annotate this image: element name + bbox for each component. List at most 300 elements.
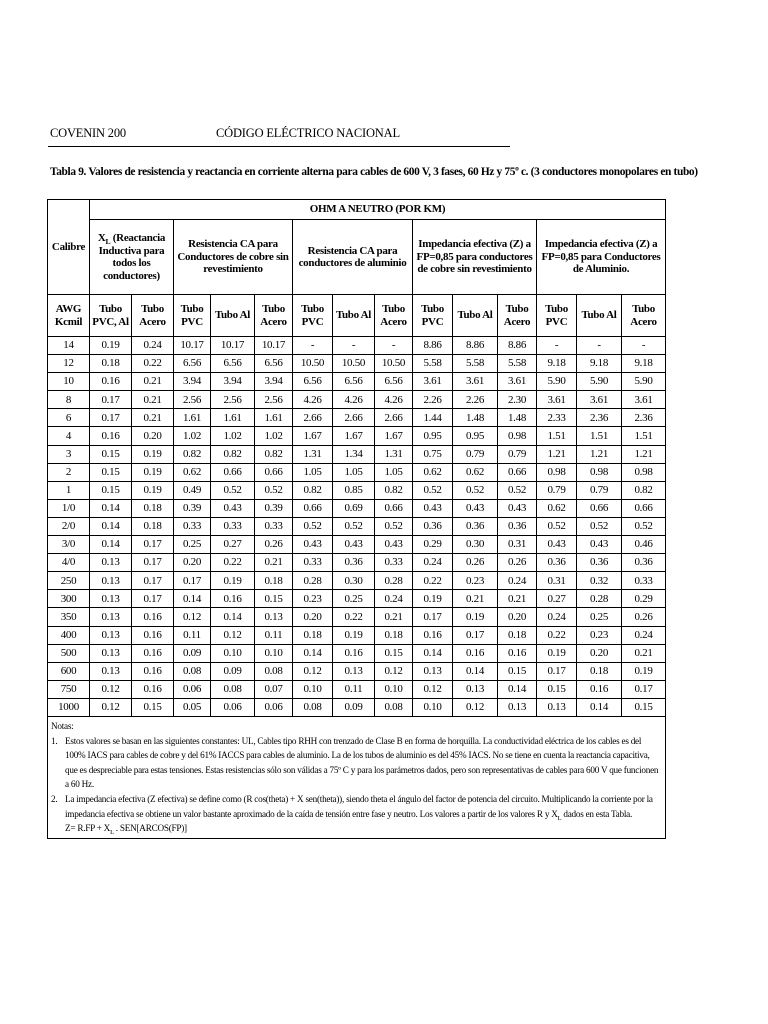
value-cell: 1.34 (333, 445, 375, 463)
value-cell: 0.82 (255, 445, 293, 463)
value-cell: 0.79 (537, 481, 577, 499)
value-cell: 0.43 (453, 499, 498, 517)
value-cell: 0.82 (293, 481, 333, 499)
value-cell: 1.05 (293, 463, 333, 481)
value-cell: 3.61 (498, 373, 537, 391)
table-row (48, 698, 666, 716)
wire-size-cell: 3 (48, 445, 90, 463)
column-subheader: Tubo PVC (174, 295, 211, 337)
value-cell: 0.31 (537, 572, 577, 590)
value-cell: 0.36 (453, 517, 498, 535)
value-cell: 0.15 (537, 680, 577, 698)
value-cell: 0.18 (498, 626, 537, 644)
table-row (48, 608, 666, 626)
value-cell: 0.32 (577, 572, 622, 590)
value-cell: 0.05 (174, 698, 211, 716)
value-cell: 0.19 (211, 572, 255, 590)
column-subheader: Tubo Acero (498, 295, 537, 337)
wire-size-cell: 750 (48, 680, 90, 698)
note-number: 1. (51, 735, 58, 746)
wire-size-cell: 10 (48, 373, 90, 391)
value-cell: 0.25 (174, 536, 211, 554)
value-cell: 0.15 (90, 463, 132, 481)
table-row (48, 373, 666, 391)
value-cell: 0.69 (333, 499, 375, 517)
value-cell: 0.82 (375, 481, 413, 499)
value-cell: 0.14 (453, 662, 498, 680)
value-cell: 0.16 (453, 644, 498, 662)
value-cell: - (622, 337, 666, 355)
value-cell: 0.62 (413, 463, 453, 481)
value-cell: 0.43 (333, 536, 375, 554)
value-cell: 2.33 (537, 409, 577, 427)
value-cell: 0.22 (333, 608, 375, 626)
wire-size-cell: 4/0 (48, 554, 90, 572)
value-cell: 0.52 (453, 481, 498, 499)
value-cell: 1.67 (375, 427, 413, 445)
table-title: Tabla 9. Valores de resistencia y reactancia en corriente alterna para cables de 600 V, 3 fases, 60 Hz y 75º c. (3 conductores monopolares en tubo) (50, 166, 698, 178)
value-cell: 0.12 (174, 608, 211, 626)
value-cell: 3.61 (622, 391, 666, 409)
value-cell: 3.94 (174, 373, 211, 391)
value-cell: 4.26 (375, 391, 413, 409)
value-cell: 0.26 (255, 536, 293, 554)
value-cell: 0.23 (293, 590, 333, 608)
value-cell: 0.66 (255, 463, 293, 481)
value-cell: 0.19 (90, 337, 132, 355)
value-cell: 0.98 (577, 463, 622, 481)
value-cell: 0.08 (375, 698, 413, 716)
value-cell: 0.20 (498, 608, 537, 626)
value-cell: 0.16 (132, 662, 174, 680)
value-cell: 0.62 (174, 463, 211, 481)
notes-section (48, 716, 666, 838)
value-cell: 10.50 (293, 355, 333, 373)
value-cell: 0.20 (293, 608, 333, 626)
value-cell: 5.58 (498, 355, 537, 373)
value-cell: 0.18 (255, 572, 293, 590)
value-cell: 1.02 (174, 427, 211, 445)
wire-size-cell: 3/0 (48, 536, 90, 554)
value-cell: 5.58 (453, 355, 498, 373)
value-cell: 2.30 (498, 391, 537, 409)
value-cell: 1.61 (211, 409, 255, 427)
value-cell: 0.13 (90, 554, 132, 572)
column-subheader: Tubo Acero (255, 295, 293, 337)
value-cell: 0.31 (498, 536, 537, 554)
value-cell: 0.17 (537, 662, 577, 680)
value-cell: 0.17 (132, 590, 174, 608)
value-cell: 0.10 (293, 680, 333, 698)
value-cell: - (375, 337, 413, 355)
table-row (48, 662, 666, 680)
value-cell: 0.23 (453, 572, 498, 590)
reactance-group-header: $X_L$ (Reactancia Inductiva para todos los conductores) (90, 220, 174, 295)
value-cell: - (537, 337, 577, 355)
value-cell: 0.82 (211, 445, 255, 463)
column-subheader: Tubo PVC (537, 295, 577, 337)
value-cell: 0.15 (132, 698, 174, 716)
value-cell: 0.22 (537, 626, 577, 644)
value-cell: 0.12 (293, 662, 333, 680)
value-cell: 5.90 (577, 373, 622, 391)
value-cell: 1.51 (622, 427, 666, 445)
value-cell: 0.21 (453, 590, 498, 608)
value-cell: 0.24 (413, 554, 453, 572)
value-cell: 0.66 (498, 463, 537, 481)
value-cell: 0.21 (255, 554, 293, 572)
value-cell: 0.98 (622, 463, 666, 481)
calibre-header: Calibre (48, 200, 90, 295)
value-cell: 0.33 (622, 572, 666, 590)
resistance-reactance-table (47, 199, 666, 839)
value-cell: 0.13 (333, 662, 375, 680)
aluminum-impedance-group-header: Impedancia efectiva (Z) a FP=0,85 para Conductores de Aluminio. (537, 220, 666, 295)
value-cell: 0.14 (577, 698, 622, 716)
value-cell: 0.16 (90, 373, 132, 391)
value-cell: 10.17 (211, 337, 255, 355)
value-cell: 0.16 (413, 626, 453, 644)
value-cell: 0.08 (211, 680, 255, 698)
value-cell: 0.28 (293, 572, 333, 590)
column-subheader: Tubo Acero (375, 295, 413, 337)
value-cell: 0.62 (537, 499, 577, 517)
value-cell: 10.50 (375, 355, 413, 373)
wire-size-cell: 500 (48, 644, 90, 662)
value-cell: 0.36 (413, 517, 453, 535)
value-cell: 0.12 (90, 698, 132, 716)
wire-size-cell: 6 (48, 409, 90, 427)
value-cell: 1.51 (537, 427, 577, 445)
value-cell: 0.14 (90, 536, 132, 554)
table-row (48, 517, 666, 535)
value-cell: 0.25 (577, 608, 622, 626)
value-cell: 0.17 (90, 409, 132, 427)
table-row (48, 499, 666, 517)
note-2 (51, 792, 662, 821)
value-cell: 0.16 (498, 644, 537, 662)
value-cell: 0.79 (577, 481, 622, 499)
wire-size-cell: 2/0 (48, 517, 90, 535)
copper-impedance-group-header: Impedancia efectiva (Z) a FP=0,85 para conductores de cobre sin revestimiento (413, 220, 537, 295)
value-cell: 0.10 (211, 644, 255, 662)
value-cell: 2.26 (413, 391, 453, 409)
value-cell: 0.09 (333, 698, 375, 716)
value-cell: 0.14 (211, 608, 255, 626)
value-cell: 0.22 (132, 355, 174, 373)
wire-size-cell: 400 (48, 626, 90, 644)
value-cell: 1.48 (498, 409, 537, 427)
value-cell: 0.19 (132, 445, 174, 463)
value-cell: 0.11 (174, 626, 211, 644)
value-cell: 0.66 (211, 463, 255, 481)
column-subheader: Tubo Al (333, 295, 375, 337)
value-cell: 0.52 (537, 517, 577, 535)
value-cell: 0.19 (413, 590, 453, 608)
value-cell: 0.10 (255, 644, 293, 662)
wire-size-cell: 4 (48, 427, 90, 445)
value-cell: 0.30 (453, 536, 498, 554)
value-cell: 2.66 (293, 409, 333, 427)
table-row (48, 355, 666, 373)
value-cell: 0.19 (622, 662, 666, 680)
value-cell: 0.36 (622, 554, 666, 572)
value-cell: 0.52 (333, 517, 375, 535)
value-cell: 2.56 (255, 391, 293, 409)
value-cell: - (577, 337, 622, 355)
wire-size-cell: 1 (48, 481, 90, 499)
value-cell: 0.10 (413, 698, 453, 716)
value-cell: 0.43 (375, 536, 413, 554)
column-subheader: Tubo Acero (132, 295, 174, 337)
value-cell: 0.24 (498, 572, 537, 590)
value-cell: 0.17 (132, 536, 174, 554)
value-cell: 0.19 (132, 481, 174, 499)
value-cell: 6.56 (333, 373, 375, 391)
value-cell: 2.56 (211, 391, 255, 409)
value-cell: 0.19 (132, 463, 174, 481)
value-cell: 0.36 (537, 554, 577, 572)
impedance-formula: $Z= R.FP + X_L$ . SEN[ARCOS(FP)] (65, 823, 187, 836)
value-cell: 0.21 (375, 608, 413, 626)
value-cell: 0.95 (413, 427, 453, 445)
value-cell: 0.26 (622, 608, 666, 626)
value-cell: 0.75 (413, 445, 453, 463)
column-subheader: Tubo PVC, Al (90, 295, 132, 337)
wire-size-cell: 250 (48, 572, 90, 590)
value-cell: 0.13 (498, 698, 537, 716)
value-cell: 1.31 (293, 445, 333, 463)
wire-size-cell: 2 (48, 463, 90, 481)
value-cell: 1.05 (333, 463, 375, 481)
value-cell: 0.39 (255, 499, 293, 517)
value-cell: 1.21 (537, 445, 577, 463)
value-cell: 0.08 (174, 662, 211, 680)
value-cell: 3.61 (577, 391, 622, 409)
value-cell: 0.16 (333, 644, 375, 662)
value-cell: 2.26 (453, 391, 498, 409)
value-cell: 0.11 (333, 680, 375, 698)
value-cell: 0.24 (375, 590, 413, 608)
value-cell: 0.24 (132, 337, 174, 355)
value-cell: 1.67 (293, 427, 333, 445)
value-cell: 0.12 (413, 680, 453, 698)
value-cell: 0.28 (577, 590, 622, 608)
value-cell: 0.18 (375, 626, 413, 644)
value-cell: 0.22 (413, 572, 453, 590)
note-text: Estos valores se basan en las siguientes constantes: UL, Cables tipo RHH con trenzado de Clase B en forma de horquilla. La conductividad eléctrica de los cables es del 100% IACS para cables de cobre y del 61% IACCS para cables de aluminio. La de los tubos de aluminio es del 45% IACS. No se tiene en cuenta la reactancia capacitiva, que es despreciable para estas tensiones. Estas resistencias sólo son válidas a 75º C y para los parámetros dados, pero son representativas de cables para 600 V que funcionen a 60 Hz. (65, 735, 659, 790)
value-cell: 0.43 (293, 536, 333, 554)
size-header: AWG Kcmil (48, 295, 90, 337)
value-cell: 1.51 (577, 427, 622, 445)
value-cell: 2.36 (622, 409, 666, 427)
value-cell: 0.06 (211, 698, 255, 716)
value-cell: 5.90 (622, 373, 666, 391)
value-cell: 0.17 (413, 608, 453, 626)
value-cell: 9.18 (537, 355, 577, 373)
table-row (48, 590, 666, 608)
value-cell: 9.18 (622, 355, 666, 373)
wire-size-cell: 300 (48, 590, 90, 608)
column-subheader: Tubo PVC (293, 295, 333, 337)
ohm-neutral-header: OHM A NEUTRO (POR KM) (90, 200, 666, 220)
value-cell: 0.33 (375, 554, 413, 572)
page-header (48, 124, 510, 147)
value-cell: 1.02 (255, 427, 293, 445)
value-cell: 0.43 (577, 536, 622, 554)
value-cell: 6.56 (255, 355, 293, 373)
table-row (48, 644, 666, 662)
value-cell: 0.13 (255, 608, 293, 626)
value-cell: 0.08 (293, 698, 333, 716)
aluminum-resistance-group-header: Resistencia CA para conductores de aluminio (293, 220, 413, 295)
value-cell: 5.58 (413, 355, 453, 373)
wire-size-cell: 600 (48, 662, 90, 680)
value-cell: 0.18 (577, 662, 622, 680)
value-cell: 0.19 (453, 608, 498, 626)
value-cell: 3.94 (255, 373, 293, 391)
standard-code: COVENIN 200 (50, 126, 126, 140)
value-cell: 5.90 (537, 373, 577, 391)
value-cell: 3.61 (453, 373, 498, 391)
value-cell: 0.29 (413, 536, 453, 554)
value-cell: 1.44 (413, 409, 453, 427)
value-cell: 0.52 (498, 481, 537, 499)
value-cell: 6.56 (293, 373, 333, 391)
column-subheader: Tubo Acero (622, 295, 666, 337)
value-cell: 0.20 (174, 554, 211, 572)
value-cell: 0.17 (622, 680, 666, 698)
value-cell: 0.26 (453, 554, 498, 572)
value-cell: 0.21 (132, 373, 174, 391)
value-cell: 0.06 (255, 698, 293, 716)
value-cell: 2.56 (174, 391, 211, 409)
value-cell: 0.16 (577, 680, 622, 698)
wire-size-cell: 1000 (48, 698, 90, 716)
value-cell: 0.98 (498, 427, 537, 445)
value-cell: 0.52 (413, 481, 453, 499)
value-cell: 0.06 (174, 680, 211, 698)
table-row (48, 445, 666, 463)
table-row (48, 536, 666, 554)
value-cell: 0.27 (537, 590, 577, 608)
value-cell: 3.61 (413, 373, 453, 391)
value-cell: 0.14 (293, 644, 333, 662)
value-cell: 0.15 (90, 445, 132, 463)
wire-size-cell: 12 (48, 355, 90, 373)
value-cell: 10.50 (333, 355, 375, 373)
value-cell: 0.33 (174, 517, 211, 535)
value-cell: 0.39 (174, 499, 211, 517)
value-cell: 4.26 (293, 391, 333, 409)
value-cell: 0.22 (211, 554, 255, 572)
value-cell: 0.43 (211, 499, 255, 517)
value-cell: 0.17 (132, 554, 174, 572)
table-row (48, 680, 666, 698)
value-cell: 0.07 (255, 680, 293, 698)
value-cell: 0.16 (90, 427, 132, 445)
value-cell: 1.21 (622, 445, 666, 463)
value-cell: 6.56 (375, 373, 413, 391)
value-cell: 0.79 (453, 445, 498, 463)
value-cell: 0.10 (375, 680, 413, 698)
document-title: CÓDIGO ELÉCTRICO NACIONAL (216, 126, 400, 140)
value-cell: 0.19 (537, 644, 577, 662)
value-cell: 0.52 (375, 517, 413, 535)
value-cell: 10.17 (255, 337, 293, 355)
value-cell: 0.62 (453, 463, 498, 481)
value-cell: 0.19 (333, 626, 375, 644)
value-cell: 0.82 (174, 445, 211, 463)
value-cell: 0.12 (375, 662, 413, 680)
value-cell: 0.18 (132, 499, 174, 517)
value-cell: 0.09 (174, 644, 211, 662)
value-cell: 0.98 (537, 463, 577, 481)
value-cell: 0.12 (211, 626, 255, 644)
value-cell: 1.21 (577, 445, 622, 463)
wire-size-cell: 8 (48, 391, 90, 409)
value-cell: 0.21 (498, 590, 537, 608)
value-cell: 0.17 (90, 391, 132, 409)
value-cell: 0.52 (622, 517, 666, 535)
value-cell: 9.18 (577, 355, 622, 373)
column-subheader: Tubo Al (577, 295, 622, 337)
value-cell: 0.66 (622, 499, 666, 517)
value-cell: 8.86 (413, 337, 453, 355)
value-cell: 0.43 (498, 499, 537, 517)
value-cell: 2.66 (375, 409, 413, 427)
value-cell: 0.12 (453, 698, 498, 716)
value-cell: 0.49 (174, 481, 211, 499)
table-row (48, 626, 666, 644)
value-cell: 0.14 (498, 680, 537, 698)
value-cell: 3.94 (211, 373, 255, 391)
value-cell: 0.66 (293, 499, 333, 517)
value-cell: 0.21 (132, 391, 174, 409)
table-row (48, 572, 666, 590)
value-cell: 0.85 (333, 481, 375, 499)
value-cell: 0.66 (577, 499, 622, 517)
value-cell: 0.52 (293, 517, 333, 535)
value-cell: 0.82 (622, 481, 666, 499)
value-cell: 0.46 (622, 536, 666, 554)
value-cell: 0.52 (577, 517, 622, 535)
value-cell: 0.16 (132, 608, 174, 626)
value-cell: 0.14 (90, 499, 132, 517)
value-cell: 3.61 (537, 391, 577, 409)
value-cell: 0.24 (537, 608, 577, 626)
value-cell: 1.05 (375, 463, 413, 481)
value-cell: 0.14 (90, 517, 132, 535)
value-cell: 0.33 (211, 517, 255, 535)
value-cell: 0.13 (90, 572, 132, 590)
value-cell: 4.26 (333, 391, 375, 409)
wire-size-cell: 14 (48, 337, 90, 355)
value-cell: 0.09 (211, 662, 255, 680)
value-cell: 0.13 (90, 590, 132, 608)
value-cell: 0.43 (537, 536, 577, 554)
value-cell: 0.13 (90, 644, 132, 662)
value-cell: 0.16 (132, 680, 174, 698)
value-cell: 0.66 (375, 499, 413, 517)
value-cell: 2.36 (577, 409, 622, 427)
note-number: 2. (51, 793, 58, 804)
value-cell: - (293, 337, 333, 355)
value-cell: 0.17 (132, 572, 174, 590)
value-cell: 0.17 (453, 626, 498, 644)
value-cell: 0.79 (498, 445, 537, 463)
table-row (48, 391, 666, 409)
